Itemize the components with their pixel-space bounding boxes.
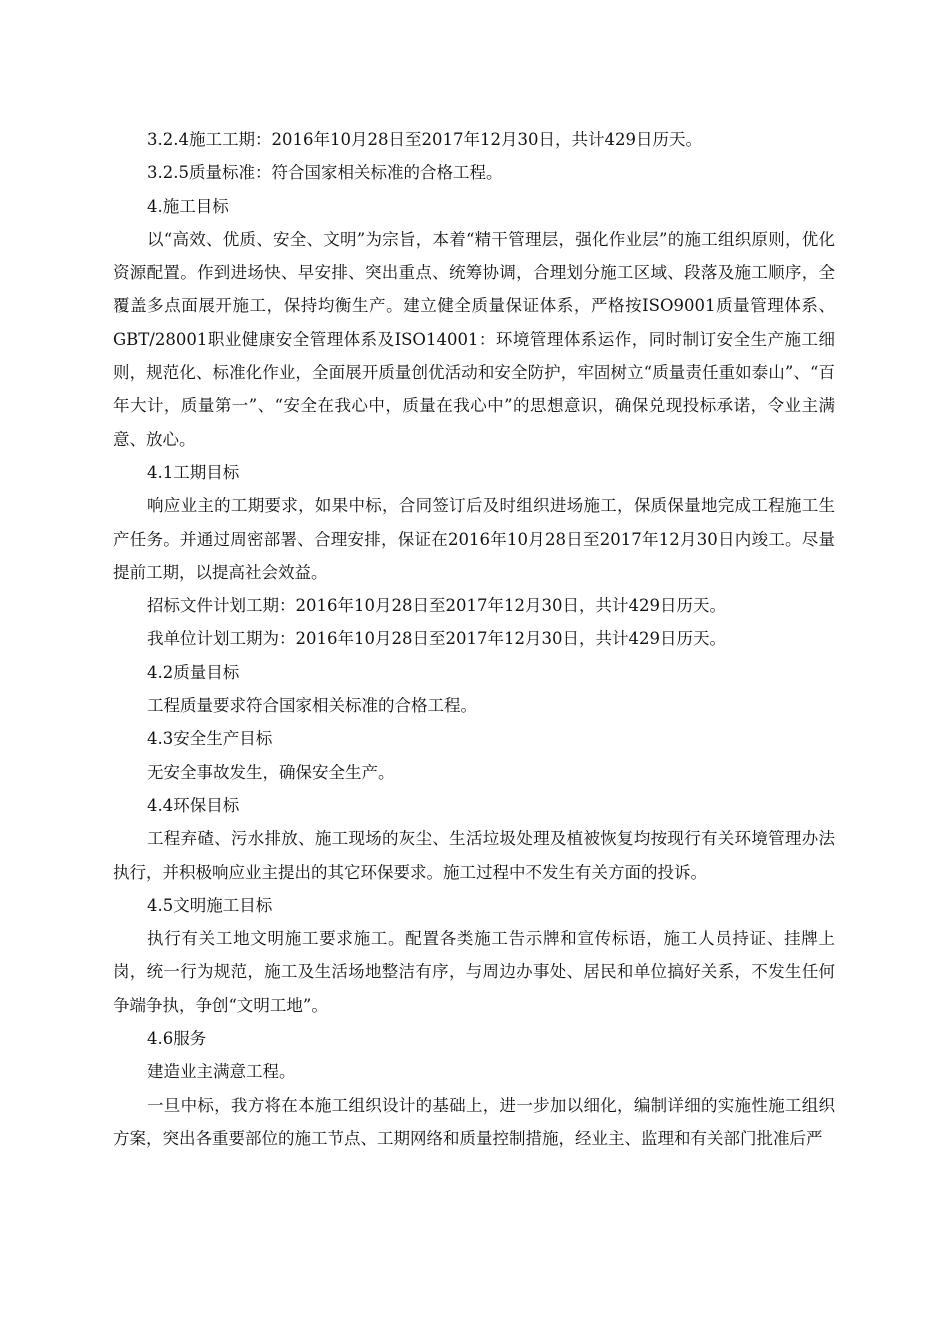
- section-heading-quality-goal: 4.2质量目标: [147, 662, 240, 682]
- civilized-construction-paragraph: 执行有关工地文明施工要求施工。配置各类施工告示牌和宣传标语，施工人员持证、挂牌上岗，统一行为规范，施工及生活场地整洁有序，与周边办事处、居民和单位搞好关系，不发生任何争端争执，争创“文明工地”。: [113, 929, 835, 1015]
- quality-goal-paragraph: 工程质量要求符合国家相关标准的合格工程。: [147, 696, 477, 716]
- section-heading-environmental-goal: 4.4环保目标: [147, 795, 240, 815]
- section-heading-safety-goal: 4.3安全生产目标: [147, 729, 273, 749]
- quality-standard-line: 3.2.5质量标准：符合国家相关标准的合格工程。: [147, 163, 503, 183]
- schedule-goal-paragraph: 响应业主的工期要求，如果中标，合同签订后及时组织进场施工，保质保量地完成工程施工生产任务。并通过周密部署、合理安排，保证在2016年10月28日至2017年12月30日内竣工。尽量提前工期，以提高社会效益。: [113, 496, 835, 582]
- construction-goals-paragraph: 以“高效、优质、安全、文明”为宗旨，本着“精干管理层，强化作业层”的施工组织原则，优化资源配置。作到进场快、早安排、突出重点、统筹协调，合理划分施工区域、段落及施工顺序，全覆盖多点面展开施工，保持均衡生产。建立健全质量保证体系，严格按ISO9001质量管理体系、GBT/28001职业健康安全管理体系及ISO14001：环境管理体系运作，同时制订安全生产施工细则，规范化、标准化作业，全面展开质量创优活动和安全防护，牢固树立“质量责任重如泰山”、“百年大计，质量第一”、“安全在我心中，质量在我心中”的思想意识，确保兑现投标承诺，令业主满意、放心。: [113, 229, 835, 449]
- construction-period-line: 3.2.4施工工期：2016年10月28日至2017年12月30日，共计429日历天。: [147, 130, 702, 149]
- company-planned-period-line: 我单位计划工期为：2016年10月28日至2017年12月30日，共计429日历天。: [147, 629, 726, 649]
- service-goal-line: 建造业主满意工程。: [147, 1062, 296, 1082]
- section-heading-construction-goals: 4.施工目标: [147, 196, 229, 216]
- section-heading-service: 4.6服务: [147, 1029, 207, 1049]
- document-page: [113, 123, 835, 1155]
- environmental-goal-paragraph: 工程弃碴、污水排放、施工现场的灰尘、生活垃圾处理及植被恢复均按现行有关环境管理办法执行，并积极响应业主提出的其它环保要求。施工过程中不发生有关方面的投诉。: [113, 829, 835, 882]
- tender-planned-period-line: 招标文件计划工期：2016年10月28日至2017年12月30日，共计429日历天。: [147, 596, 726, 616]
- safety-goal-paragraph: 无安全事故发生，确保安全生产。: [147, 762, 395, 782]
- section-heading-schedule-goal: 4.1工期目标: [147, 462, 240, 482]
- service-commitment-paragraph: 一旦中标，我方将在本施工组织设计的基础上，进一步加以细化，编制详细的实施性施工组织方案，突出各重要部位的施工节点、工期网络和质量控制措施，经业主、监理和有关部门批准后严: [113, 1095, 835, 1148]
- section-heading-civilized-construction-goal: 4.5文明施工目标: [147, 895, 273, 915]
